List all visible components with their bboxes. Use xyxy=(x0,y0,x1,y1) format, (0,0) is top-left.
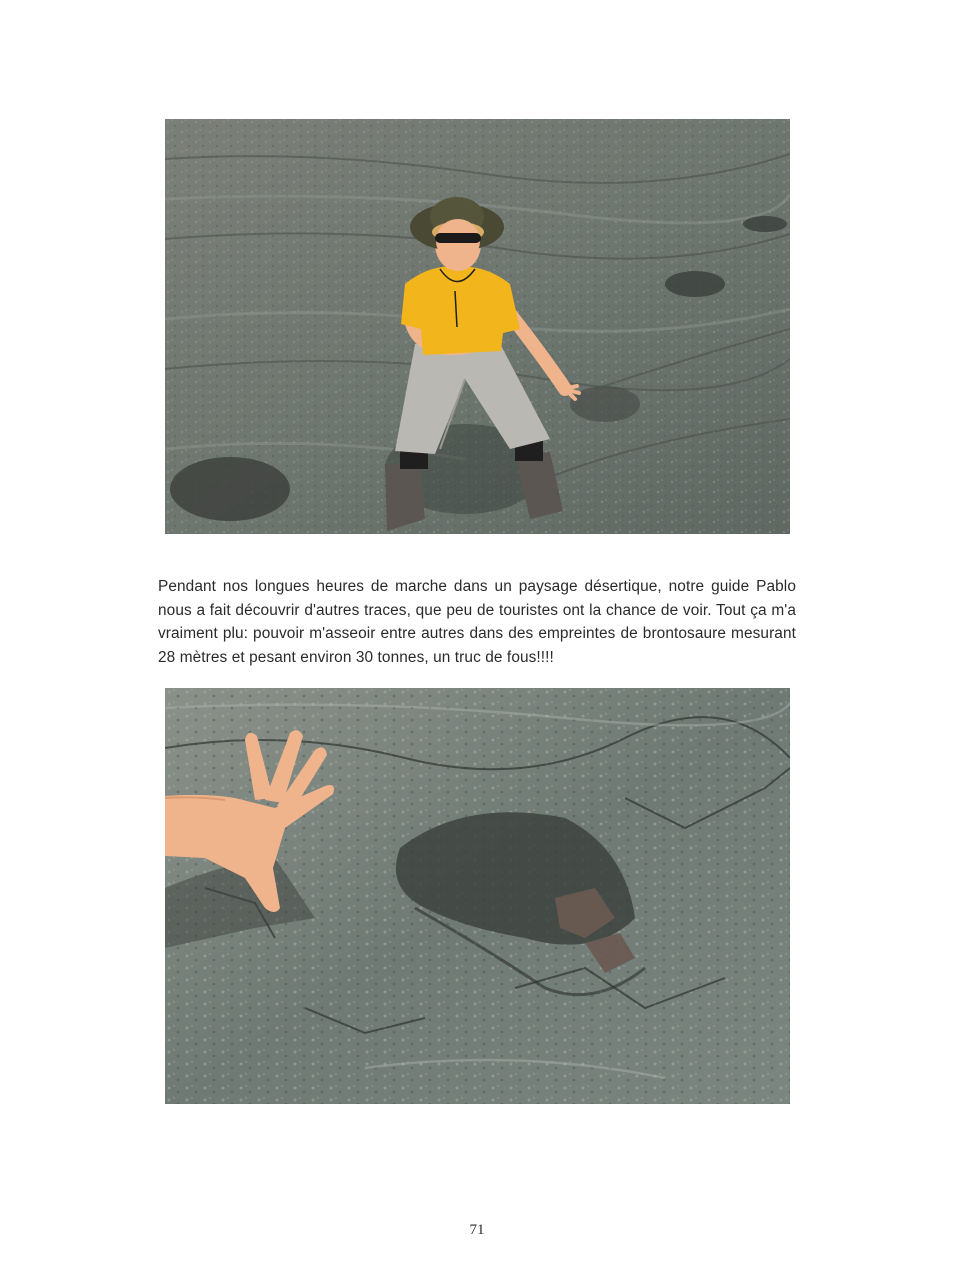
photo-boy-sitting-on-rock-image xyxy=(165,119,790,534)
photo-hand-beside-dinosaur-footprint-image xyxy=(165,688,790,1104)
page-number: 71 xyxy=(469,1222,485,1238)
photo-boy-sitting-on-rock xyxy=(165,119,790,534)
body-paragraph: Pendant nos longues heures de marche dans un paysage désertique, notre guide Pablo nous a fait découvrir d'autres traces, que peu de touristes ont la chance de voir. Tout ça m'a vraiment plu: pouvoir m'asseoir entre autres dans des empreintes de brontosaure mesurant 28 mètres et pesant environ 30 tonnes, un truc de fous!!!! xyxy=(158,578,796,667)
photo-hand-beside-dinosaur-footprint xyxy=(165,688,790,1104)
